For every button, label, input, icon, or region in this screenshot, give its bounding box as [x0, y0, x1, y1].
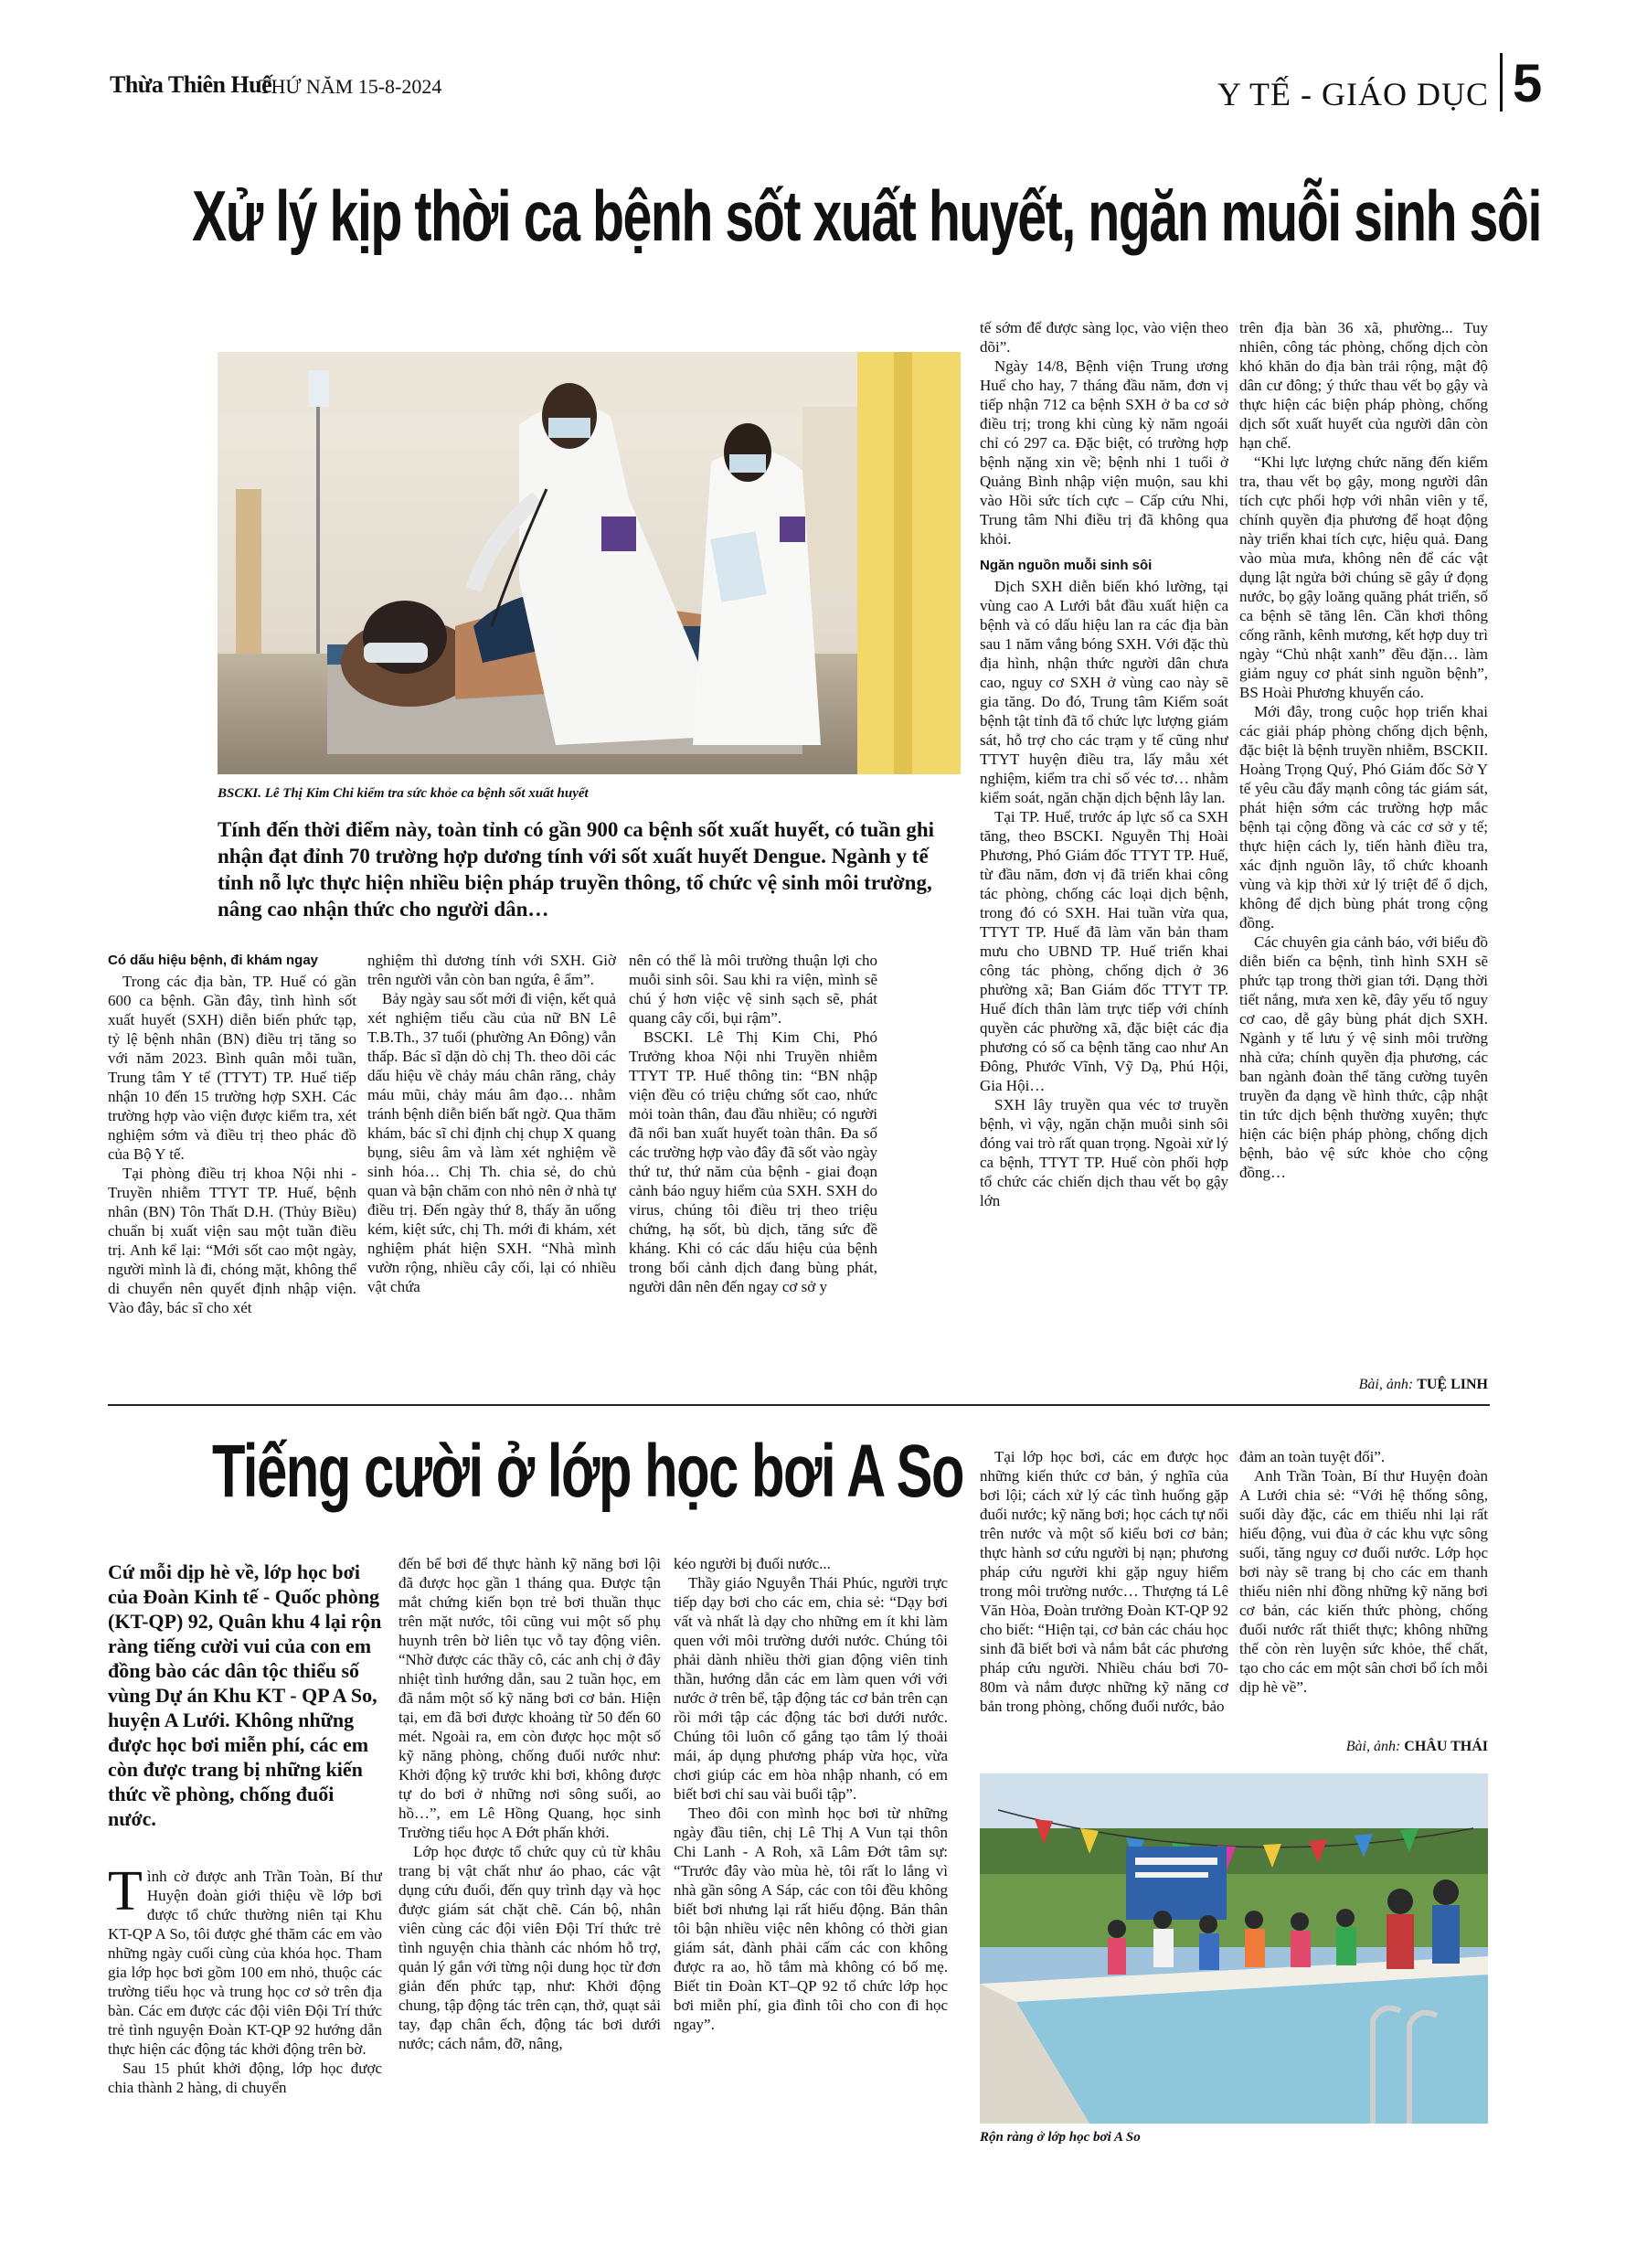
paragraph: nghiệm thì dương tính với SXH. Giờ trên người vẫn còn ban ngứa, ê ẩm”.	[367, 952, 616, 988]
article1-column-1	[108, 951, 356, 1396]
paragraph: BSCKI. Lê Thị Kim Chi, Phó Trưởng khoa Nội nhi Truyền nhiễm TTYT TP. Huế thông tin: “BN nhập viện đều có triệu chứng sốt cao, nhức mỏi toàn thân, đau đầu nhiều; có người đã nổi ban xuất huyết toàn thân. Đa số các trường hợp vào đây đã sốt vào ngày thứ tư, thứ năm của bệnh - giai đoạn cảnh báo nguy hiểm của SXH. SXH do virus, chúng tôi điều trị theo triệu chứng, hạ sốt, bù dịch, tăng sức đề kháng. Khi có các dấu hiệu của bệnh trong bối cảnh dịch đang bùng phát, người dân nên đến ngay cơ sở y	[629, 1028, 877, 1295]
paragraph: “Khi lực lượng chức năng đến kiểm tra, thau vết bọ gậy, mong người dân tích cực phối hợp với nhân viên y tế, chính quyền địa phương để hoạt động này triển khai tích cực, hiệu quả. Đang vào mùa mưa, không nên để các vật dụng lật ngửa bởi chúng sẽ gây ứ đọng nước, bọ gậy loăng quăng phát triển, số ca bệnh sẽ tăng lên. Cần khơi thông cống rãnh, kênh mương, kết hợp duy trì ngày “Chủ nhật xanh” đều đặn… làm giảm nguy cơ phát sinh nguồn bệnh”, BS Hoài Phương khuyến cáo.	[1239, 453, 1488, 701]
paragraph: tế sớm để được sàng lọc, vào viện theo dõi”.	[980, 319, 1228, 356]
article2-photo-caption: Rộn ràng ở lớp học bơi A So	[980, 2130, 1141, 2145]
paragraph: nên có thể là môi trường thuận lợi cho muỗi sinh sôi. Sau khi ra viện, mình sẽ chú ý hơn việc vệ sinh sạch sẽ, phát quang cây cối, bụi rậm”.	[629, 952, 877, 1027]
article1-subhead-1: Có dấu hiệu bệnh, đi khám ngay	[108, 953, 319, 968]
paragraph: Trong các địa bàn, TP. Huế có gần 600 ca bệnh. Gần đây, tình hình sốt xuất huyết (SXH) diễn biến phức tạp, tỷ lệ bệnh nhân (BN) điều trị tăng so với năm 2023. Bình quân mỗi tuần, Trung tâm Y tế (TTYT) TP. Huế tiếp nhận 10 đến 15 trường hợp SXH. Các trường hợp vào viện được kiểm tra, xét nghiệm sớm và điều trị theo phác đồ của Bộ Y tế.	[108, 973, 356, 1163]
article1-sapo: Tính đến thời điểm này, toàn tỉnh có gần 900 ca bệnh sốt xuất huyết, có tuần ghi nhận đạt đỉnh 70 trường hợp dương tính với sốt xuất huyết Dengue. Ngành y tế tỉnh nỗ lực thực hiện nhiều biện pháp truyền thông, tổ chức vệ sinh môi trường, nâng cao nhận thức cho người dân…	[218, 818, 935, 921]
issue-date: THỨ NĂM 15-8-2024	[259, 75, 442, 98]
paragraph: Theo đôi con mình học bơi từ những ngày đầu tiên, chị Lê Thị A Vun tại thôn Chi Lanh - A Roh, xã Lâm Đớt tâm sự: “Trước đây vào mùa hè, tôi rất lo lắng vì nhà gần sông A Sáp, các con tôi đều không biết bơi nhưng lại rất hiếu động. Bản thân tôi bận nhiều việc nên không có thời gian giám sát, đành phải cấm các con không được ra ao, hồ tắm mà không có bố mẹ. Biết tin Đoàn KT–QP 92 tổ chức lớp học bơi miễn phí, gia đình tôi cho con đi học ngay”.	[674, 1805, 948, 2033]
paragraph: Tại phòng điều trị khoa Nội nhi - Truyền nhiễm TTYT TP. Huế, bệnh nhân (BN) Tôn Thất D.H. (Thủy Biều) chuẩn bị xuất viện sau một tuần điều trị. Anh kể lại: “Mới sốt cao một ngày, người mình là đi, chóng mặt, không thể di chuyển nên quyết định nhập viện. Vào đây, bác sĩ cho xét	[108, 1165, 356, 1316]
section-title: Y TẾ - GIÁO DỤC	[1217, 76, 1489, 112]
article1-photo-caption: BSCKI. Lê Thị Kim Chi kiểm tra sức khỏe ca bệnh sốt xuất huyết	[218, 786, 589, 801]
byline-prefix: Bài, ảnh:	[1345, 1739, 1401, 1754]
page-number: 5	[1513, 54, 1543, 113]
article-divider	[108, 1404, 1490, 1406]
article1-column-4	[980, 318, 1228, 1397]
article1-subhead-2: Ngăn nguồn muỗi sinh sôi	[980, 558, 1153, 573]
article1-column-2	[367, 951, 616, 1396]
paragraph: Tại TP. Huế, trước áp lực số ca SXH tăng, theo BSCKI. Nguyễn Thị Hoài Phương, Phó Giám đốc TTYT TP. Huế, từ đầu năm, đơn vị đã triển khai công tác phòng, chống các loại dịch bệnh, trong đó có SXH. Hai tuần vừa qua, TTYT TP. Huế đã làm văn bản tham mưu cho UBND TP. Huế triển khai công tác phòng, chống dịch ở 36 phường xã; Ban Giám đốc TTYT TP. Huế đích thân làm trực tiếp với chính quyền các phường xã, đặc biệt các địa phương có số ca bệnh tăng cao như An Đông, Phước Vĩnh, Vỹ Dạ, Phú Hội, Gia Hội…	[980, 808, 1228, 1094]
paragraph: ình cờ được anh Trần Toàn, Bí thư Huyện đoàn giới thiệu về lớp bơi được tổ chức thường niên tại Khu KT-QP A So, tôi được ghé thăm các em vào những ngày cuối cùng của khóa học. Tham gia lớp học bơi gồm 100 em nhỏ, thuộc các trường tiểu học và trung học cơ sở trên địa bàn. Các em được các đội viên Đội Trí thức trẻ tình nguyện Đoàn KT-QP 92 hướng dẫn thực hiện các động tác khởi động trên bờ.	[108, 1868, 382, 2058]
article2-column-2	[398, 1554, 661, 2196]
paragraph: Ngày 14/8, Bệnh viện Trung ương Huế cho hay, 7 tháng đầu năm, đơn vị tiếp nhận 712 ca bệnh SXH ở ba cơ sở điều trị; trong khi cùng kỳ năm ngoái chỉ có 297 ca. Đặc biệt, có trường hợp bệnh nặng xin về; bệnh nhi 1 tuổi ở Quảng Bình nhập viện muộn, sau khi vào Hồi sức tích cực – Cấp cứu Nhi, Trung tâm Nhi điều trị đã không qua khỏi.	[980, 357, 1228, 548]
paragraph: kéo người bị đuối nước...	[674, 1555, 831, 1572]
paragraph: Tại lớp học bơi, các em được học những kiến thức cơ bản, ý nghĩa của bơi lội; cách xử lý các tình huống gặp đuối nước; kỹ năng bơi; học cách tự nổi trên nước và một số kiểu bơi cơ bản; thực hành sơ cứu người bị nạn; phương pháp cứu người khi gặp nguy hiểm trong môi trường nước… Thượng tá Lê Văn Hòa, Đoàn trưởng Đoàn KT-QP 92 cho biết: “Hiện tại, cơ bản các cháu học sinh đã biết bơi và nắm bắt các phương pháp cứu người. Nhiều cháu bơi 70-80m và nắm được những kỹ năng cơ bản trong phòng, chống đuối nước, bảo	[980, 1448, 1228, 1715]
article2-column-3	[674, 1554, 948, 2196]
paragraph: Anh Trần Toàn, Bí thư Huyện đoàn A Lưới chia sẻ: “Với hệ thống sông, suối dày đặc, các em thiếu nhi lại rất hiếu động, vui đùa ở các khu vực sông suối, tăng nguy cơ đuối nước. Lớp học bơi này sẽ trang bị cho các em thanh thiếu niên nhỉ đồng những kỹ năng bơi cơ bản, các kiến thức phòng, chống đuối nước rất thiết thực; không những thế còn rèn luyện sức khỏe, thể chất, tạo cho các em một sân chơi bổ ích mỗi dịp hè về”.	[1239, 1467, 1488, 1696]
paragraph: Dịch SXH diễn biến khó lường, tại vùng cao A Lưới bắt đầu xuất hiện ca bệnh và có dấu hiệu lan ra các địa bàn sau 1 năm vắng bóng SXH. Với đặc thù địa hình, nhận thức người dân chưa cao, nguy cơ SXH ở vùng cao này sẽ gia tăng. Do đó, Trung tâm Kiểm soát bệnh tật tỉnh đã tổ chức lực lượng giám sát, hỗ trợ cho các trạm y tế cũng như TTYT huyện điều tra, lấy mẫu xét nghiệm, kiểm tra chỉ số véc tơ… nhằm kiểm soát, ngăn chặn dịch bệnh lây lan.	[980, 578, 1228, 806]
article2-photo	[980, 1773, 1488, 2124]
byline-author: TUỆ LINH	[1417, 1377, 1488, 1392]
paper-name: Thừa Thiên Huế	[110, 71, 272, 98]
byline-author: CHÂU THÁI	[1404, 1739, 1488, 1754]
paragraph: đến bể bơi để thực hành kỹ năng bơi lội đã được học gần 1 tháng qua. Được tận mắt chứng kiến bọn trẻ bơi thuần thục trên mặt nước, tôi cũng vui một số phụ huynh trên bờ liên tục vỗ tay động viên. “Nhờ được các thầy cô, các anh chị ở đây nhiệt tình hướng dẫn, sau 2 tuần học, em đã nắm một số kỹ năng bơi cơ bản. Hiện tại, em đã bơi được khoảng từ 50 đến 60 mét. Ngoài ra, em còn được học một số kỹ năng phòng, chống đuối nước như: Khởi động kỹ trước khi bơi, không được tự do bơi ở những nơi sông suối, ao hồ…”, em Lê Hồng Quang, học sinh Trường tiểu học A Đớt phấn khởi.	[398, 1555, 661, 1841]
article2-column-4	[980, 1447, 1228, 1762]
paragraph: đảm an toàn tuyệt đối”.	[1239, 1448, 1386, 1465]
paragraph: Mới đây, trong cuộc họp triển khai các giải pháp phòng chống dịch bệnh, đặc biệt là bệnh truyền nhiễm, BSCKII. Hoàng Trọng Quý, Phó Giám đốc Sở Y tế yêu cầu đẩy mạnh công tác giám sát, phát hiện sớm các trường hợp mắc bệnh tại cộng đồng và các cơ sở y tế; thực hiện cách ly, tiến hành điều tra, xác định nguồn lây, tổ chức khoanh vùng và kịp thời xử lý triệt để ổ dịch, không để dịch bùng phát trong cộng đồng.	[1239, 703, 1488, 932]
dropcap: T	[108, 1867, 143, 1922]
article1-column-5	[1239, 318, 1488, 1369]
paragraph: trên địa bàn 36 xã, phường... Tuy nhiên, công tác phòng, chống dịch còn khó khăn do địa bàn trải rộng, mật độ dân cư đông; ý thức thau vết bọ gậy và thực hiện các biện pháp phòng, chống dịch sốt xuất huyết của người dân còn hạn chế.	[1239, 319, 1488, 452]
masthead-divider	[1500, 53, 1503, 112]
article2-sapo: Cứ mỗi dịp hè về, lớp học bơi của Đoàn Kinh tế - Quốc phòng (KT-QP) 92, Quân khu 4 lại rộn ràng tiếng cười vui của con em đồng bào các dân tộc thiểu số vùng Dự án Khu KT - QP A So, huyện A Lưới. Không những được học bơi miễn phí, các em còn được trang bị những kiến thức về phòng, chống đuối nước.	[108, 1560, 382, 1830]
article2-column-1	[108, 1867, 382, 2196]
paragraph: Bảy ngày sau sốt mới đi viện, kết quả xét nghiệm tiểu cầu của nữ BN Lê T.B.Th., 37 tuổi (phường An Đông) vẫn thấp. Bác sĩ dặn dò chị Th. theo dõi các dấu hiệu về chảy máu chân răng, chảy máu mũi, chảy máu âm đạo… nhằm tránh bệnh diễn biến bất ngờ. Qua thăm khám, bác sĩ chỉ định chị chụp X quang bụng, siêu âm và làm xét nghiệm về sinh hóa… Chị Th. chia sẻ, do chủ quan và bận chăm con nhỏ nên ở nhà tự điều trị. Đến ngày thứ 8, thấy ăn uống kém, kiệt sức, chị Th. mới đi khám, xét nghiệm phát hiện SXH. “Nhà mình vườn rộng, nhiều cây cối, lại có nhiều vật chứa	[367, 990, 616, 1295]
paragraph: Lớp học được tổ chức quy củ từ khâu trang bị vật chất như áo phao, các vật dụng cứu đuối, đến quy trình dạy và học được giám sát chặt chẽ. Cán bộ, nhân viên cùng các đội viên Đội Trí thức trẻ tình nguyện chia thành các nhóm hỗ trợ, quản lý gắn với từng nội dung học từ đơn giản đến phức tạp, như: Khởi động chung, tập động tác trên cạn, thở, quạt sải tay, đạp chân ếch, động tác bơi dưới nước; cách nắm, đỡ, nâng,	[398, 1843, 661, 2052]
article1-headline: Xử lý kịp thời ca bệnh sốt xuất huyết, ngăn muỗi sinh sôi	[192, 176, 1541, 256]
article2-byline	[1239, 1739, 1488, 1755]
paragraph: Thầy giáo Nguyễn Thái Phúc, người trực tiếp dạy bơi cho các em, chia sẻ: “Dạy bơi vất và nhất là dạy cho những em ít khi làm quen với môi trường dưới nước. Chúng tôi phải dành nhiều thời gian động viên tinh thần, hướng dẫn các em làm quen với với nước ở trên bể, tập động tác cơ bản trên cạn rồi mới tập các động tác bơi dưới nước. Chúng tôi luôn cố gắng tạo tâm lý thoải mái, áp dụng phương pháp vừa học, vừa chơi giúp các em hòa nhập nhanh, có em biết bơi chỉ sau vài buổi tập”.	[674, 1574, 948, 1803]
article1-photo	[218, 352, 961, 774]
article2-column-5	[1239, 1447, 1488, 1735]
paragraph: Sau 15 phút khởi động, lớp học được chia thành 2 hàng, di chuyển	[108, 2060, 382, 2096]
article2-headline: Tiếng cười ở lớp học bơi A So	[212, 1430, 964, 1513]
article1-byline	[1239, 1377, 1488, 1393]
paragraph: SXH lây truyền qua véc tơ truyền bệnh, vì vậy, ngăn chặn muỗi sinh sôi đóng vai trò rất quan trọng. Ngoài xử lý ca bệnh, TTYT TP. Huế còn phối hợp tổ chức các chiến dịch thau vết bọ gậy lớn	[980, 1096, 1228, 1209]
article1-column-3	[629, 951, 877, 1396]
byline-prefix: Bài, ảnh:	[1358, 1377, 1414, 1392]
paragraph: Các chuyên gia cảnh báo, với biểu đồ diễn biến ca bệnh, tình hình SXH sẽ phức tạp trong thời gian tới. Dạng thời tiết nắng, mưa xen kẽ, đây yếu tố nguy cơ cao, dễ gây bùng phát dịch SXH. Ngành y tế lưu ý vệ sinh môi trường nhà cửa; chính quyền địa phương, các ban ngành đoàn thể tăng cường tuyên truyền đa dạng về hình thức, cập nhật tin tức dịch bệnh thường xuyên; thực hiện các biện pháp phòng, chống dịch bệnh, bảo vệ sức khỏe cho cộng đồng…	[1239, 933, 1488, 1181]
